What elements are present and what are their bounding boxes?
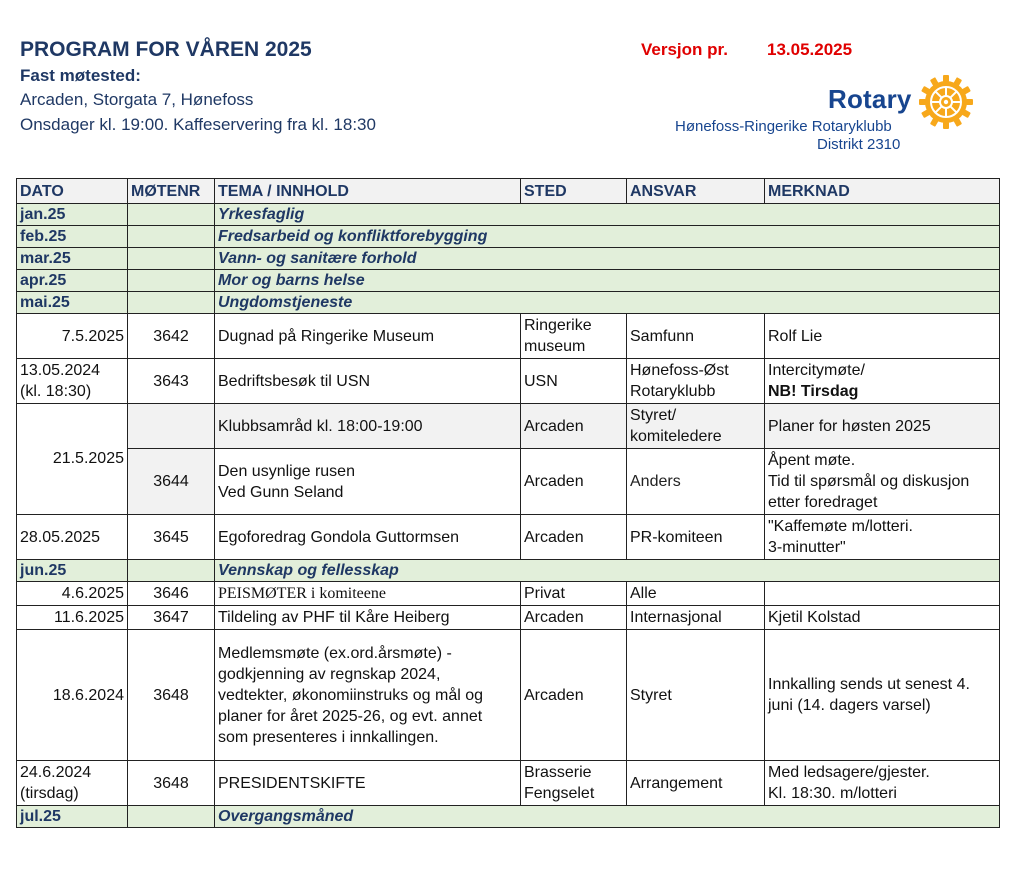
cell-meeting-number: 3642 — [128, 314, 215, 359]
cell-remark-line: NB! Tirsdag — [768, 383, 859, 400]
column-header-topic: TEMA / INNHOLD — [215, 179, 521, 204]
cell-topic: Bedriftsbesøk til USN — [215, 359, 521, 404]
month-theme: Ungdomstjeneste — [215, 292, 1000, 314]
cell-responsible: PR-komiteen — [627, 515, 765, 560]
column-header-responsible: ANSVAR — [627, 179, 765, 204]
cell-meeting-number: 3644 — [128, 449, 215, 515]
cell-responsible: Internasjonal — [627, 606, 765, 630]
cell-place: Arcaden — [521, 515, 627, 560]
table-row — [17, 630, 1000, 761]
cell-remark-line: Innkalling sends ut senest 4. — [768, 676, 970, 693]
cell-meeting-number: 3646 — [128, 582, 215, 606]
cell-topic: PEISMØTER i komiteene — [215, 582, 521, 606]
month-row — [17, 226, 1000, 248]
cell-meeting-number: 3643 — [128, 359, 215, 404]
cell-remark-line: Åpent møte. — [768, 452, 856, 469]
cell-remark — [765, 582, 1000, 606]
cell-responsible-line: Hønefoss-Øst — [630, 362, 729, 379]
month-row — [17, 248, 1000, 270]
table-header-row — [17, 179, 1000, 204]
club-name: Hønefoss-Ringerike Rotaryklubb — [675, 118, 892, 135]
meeting-place-label: Fast møtested: — [20, 66, 141, 85]
meeting-address: Arcaden, Storgata 7, Hønefoss — [20, 90, 254, 109]
cell-remark-line: etter foredraget — [768, 494, 878, 511]
table-row — [17, 582, 1000, 606]
cell-remark — [765, 761, 1000, 806]
cell-date-line: 24.6.2024 — [20, 764, 92, 781]
cell-topic-line: vedtekter, økonomiinstruks og mål og — [218, 686, 484, 704]
cell-remark — [765, 359, 1000, 404]
month-theme: Overgangsmåned — [215, 806, 1000, 828]
cell-responsible: Anders — [627, 449, 765, 515]
month-row — [17, 806, 1000, 828]
cell-responsible — [627, 359, 765, 404]
month-label: mar.25 — [17, 248, 128, 270]
cell-remark-line: Med ledsagere/gjester. — [768, 764, 930, 781]
month-label: jun.25 — [17, 560, 128, 582]
cell-remark — [765, 515, 1000, 560]
cell-date: 7.5.2025 — [17, 314, 128, 359]
column-header-place: STED — [521, 179, 627, 204]
cell-responsible-line: Styret/ — [630, 407, 677, 424]
cell-remark-line: Intercitymøte/ — [768, 362, 865, 379]
cell-topic: Klubbsamråd kl. 18:00-19:00 — [215, 404, 521, 449]
cell-remark-line: "Kaffemøte m/lotteri. — [768, 518, 913, 535]
cell-place-line: Brasserie — [524, 764, 592, 781]
month-row — [17, 292, 1000, 314]
month-empty-cell — [128, 270, 215, 292]
month-empty-cell — [128, 204, 215, 226]
cell-place-line: museum — [524, 338, 586, 355]
cell-meeting-number: 3648 — [128, 630, 215, 761]
cell-meeting-number: 3645 — [128, 515, 215, 560]
district-name: Distrikt 2310 — [817, 136, 901, 153]
cell-date: 11.6.2025 — [17, 606, 128, 630]
cell-date — [17, 761, 128, 806]
month-theme: Fredsarbeid og konfliktforebygging — [215, 226, 1000, 248]
cell-topic: Tildeling av PHF til Kåre Heiberg — [215, 606, 521, 630]
cell-topic-line: planer for året 2025-26, og evt. annet — [218, 707, 483, 725]
month-empty-cell — [128, 806, 215, 828]
month-empty-cell — [128, 248, 215, 270]
table-row — [17, 404, 1000, 449]
cell-place-line: Fengselet — [524, 785, 595, 802]
cell-remark-line: juni (14. dagers varsel) — [768, 697, 931, 714]
month-row — [17, 560, 1000, 582]
rotary-wheel-icon — [918, 74, 974, 130]
cell-topic-line: godkjenning av regnskap 2024, — [218, 665, 441, 683]
cell-responsible: Samfunn — [627, 314, 765, 359]
cell-meeting-number: 3647 — [128, 606, 215, 630]
cell-topic-line: som presenteres i innkallingen. — [218, 728, 439, 746]
cell-place-line: Ringerike — [524, 317, 592, 334]
cell-remark-line: 3-minutter" — [768, 539, 846, 556]
rotary-logo-word: Rotary — [828, 84, 912, 114]
cell-date-line: (tirsdag) — [20, 785, 79, 802]
cell-remark: Planer for høsten 2025 — [765, 404, 1000, 449]
page-title: PROGRAM FOR VÅREN 2025 — [20, 38, 312, 61]
table-row — [17, 515, 1000, 560]
cell-remark — [765, 630, 1000, 761]
table-row — [17, 761, 1000, 806]
cell-responsible-line: Rotaryklubb — [630, 383, 716, 400]
table-row — [17, 449, 1000, 515]
cell-place: USN — [521, 359, 627, 404]
version-label: Versjon pr. — [641, 40, 728, 59]
table-row — [17, 314, 1000, 359]
cell-remark — [765, 449, 1000, 515]
month-theme: Vann- og sanitære forhold — [215, 248, 1000, 270]
cell-topic: PRESIDENTSKIFTE — [215, 761, 521, 806]
cell-remark: Kjetil Kolstad — [765, 606, 1000, 630]
cell-date: 18.6.2024 — [17, 630, 128, 761]
column-header-meeting-number: MØTENR — [128, 179, 215, 204]
cell-date: 4.6.2025 — [17, 582, 128, 606]
month-label: jan.25 — [17, 204, 128, 226]
month-row — [17, 270, 1000, 292]
month-theme: Vennskap og fellesskap — [215, 560, 1000, 582]
month-label: feb.25 — [17, 226, 128, 248]
month-label: jul.25 — [17, 806, 128, 828]
cell-date — [17, 359, 128, 404]
cell-topic-line: Medlemsmøte (ex.ord.årsmøte) - — [218, 644, 452, 662]
month-theme: Yrkesfaglig — [215, 204, 1000, 226]
cell-place: Arcaden — [521, 606, 627, 630]
month-empty-cell — [128, 560, 215, 582]
month-empty-cell — [128, 226, 215, 248]
meeting-schedule: Onsdager kl. 19:00. Kaffeservering fra kl. 18:30 — [20, 115, 376, 134]
cell-remark: Rolf Lie — [765, 314, 1000, 359]
cell-remark-line: Kl. 18:30. m/lotteri — [768, 785, 897, 802]
month-empty-cell — [128, 292, 215, 314]
cell-date: 28.05.2025 — [17, 515, 128, 560]
column-header-remark: MERKNAD — [765, 179, 1000, 204]
cell-responsible: Styret — [627, 630, 765, 761]
cell-responsible — [627, 404, 765, 449]
version-date: 13.05.2025 — [767, 40, 853, 59]
month-theme: Mor og barns helse — [215, 270, 1000, 292]
cell-topic-line: Den usynlige rusen — [218, 462, 355, 480]
cell-date-line: (kl. 18:30) — [20, 383, 92, 400]
cell-meeting-number — [128, 404, 215, 449]
cell-topic: Dugnad på Ringerike Museum — [215, 314, 521, 359]
month-row — [17, 204, 1000, 226]
cell-responsible: Arrangement — [627, 761, 765, 806]
cell-date: 21.5.2025 — [17, 404, 128, 515]
cell-topic: Egoforedrag Gondola Guttormsen — [215, 515, 521, 560]
cell-place — [521, 314, 627, 359]
month-label: apr.25 — [17, 270, 128, 292]
cell-meeting-number: 3648 — [128, 761, 215, 806]
cell-place: Arcaden — [521, 630, 627, 761]
column-header-date: DATO — [17, 179, 128, 204]
cell-responsible: Alle — [627, 582, 765, 606]
cell-place: Arcaden — [521, 404, 627, 449]
cell-place — [521, 761, 627, 806]
cell-remark-line: Tid til spørsmål og diskusjon — [768, 473, 970, 490]
cell-date-line: 13.05.2024 — [20, 362, 101, 379]
cell-place: Privat — [521, 582, 627, 606]
month-label: mai.25 — [17, 292, 128, 314]
program-table — [16, 178, 1000, 828]
cell-responsible-line: komiteledere — [630, 428, 722, 445]
cell-place: Arcaden — [521, 449, 627, 515]
table-row — [17, 606, 1000, 630]
cell-topic — [215, 449, 521, 515]
table-row — [17, 359, 1000, 404]
cell-topic — [215, 630, 521, 761]
cell-topic-line: Ved Gunn Seland — [218, 483, 344, 501]
